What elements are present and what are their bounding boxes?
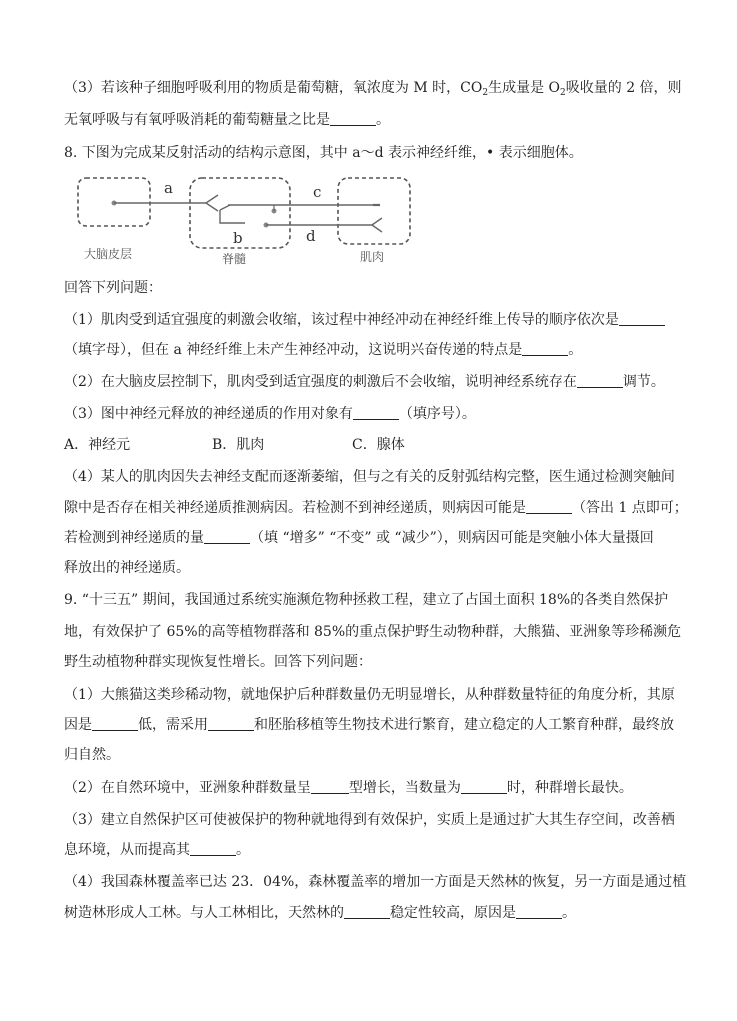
q8-part3: （3）图中神经元释放的神经递质的作用对象有 （填序号）。 (64, 406, 476, 422)
label-muscle: 肌肉 (360, 250, 385, 264)
label-b: b (233, 229, 243, 247)
label-a: a (164, 179, 173, 197)
answer-blank[interactable] (344, 904, 390, 919)
fiber-b (220, 210, 245, 223)
q9-part1-line2: 因是 低，需采用 和胚胎移植等生物技术进行繁育，建立稳定的人工繁育种群，最终放 (64, 717, 674, 733)
q9-stem-line3: 野生动植物种群实现恢复性增长。回答下列问题： (64, 654, 372, 670)
q8-answer-prompt: 回答下列问题： (64, 280, 162, 296)
answer-blank[interactable] (204, 529, 250, 544)
q9-stem-line2: 地，有效保护了 65%的高等植物群落和 85%的重点保护野生动物种群，大熊猫、亚洲象等珍稀濒危 (64, 624, 682, 640)
q9-part1-line3: 归自然。 (64, 747, 120, 763)
answer-blank[interactable] (461, 779, 507, 794)
q8-part1-line2: （填字母），但在 a 神经纤维上未产生神经冲动，这说明兴奋传递的特点是 。 (64, 342, 583, 358)
answer-blank[interactable] (577, 373, 623, 388)
answer-blank[interactable] (92, 716, 138, 731)
q8-part4-line4: 释放出的神经递质。 (64, 560, 190, 576)
choice-b[interactable]: B．肌肉 (212, 437, 265, 453)
answer-blank[interactable] (353, 405, 399, 420)
muscle-box (338, 178, 410, 244)
answer-blank[interactable] (619, 311, 665, 326)
answer-blank[interactable] (311, 779, 349, 794)
q9-part4-line2: 树造林形成人工林。与人工林相比，天然林的 稳定性较高，原因是 。 (64, 905, 576, 921)
answer-blank[interactable] (330, 111, 376, 126)
q8-part4-line1: （4）某人的肌肉因失去神经支配而逐渐萎缩，但与之有关的反射弧结构完整，医生通过检测突触间 (64, 469, 675, 485)
choice-a[interactable]: A．神经元 (64, 437, 131, 453)
q7-part3-line1: （3）若该种子细胞呼吸利用的物质是葡萄糖，氧浓度为 M 时，$CO_2$生成量是 $O_2$吸收量的 2 倍，则 (64, 80, 682, 98)
q8-stem: 8. 下图为完成某反射活动的结构示意图，其中 a～d 表示神经纤维，• 表示细胞体。 (64, 145, 583, 161)
q9-part4-line1: （4）我国森林覆盖率已达 23．04%，森林覆盖率的增加一方面是天然林的恢复，另一方面是通过植 (64, 874, 687, 890)
q9-part3-line1: （3）建立自然保护区可使被保护的物种就地得到有效保护，实质上是通过扩大其生存空间，改善栖 (64, 812, 675, 828)
label-c: c (313, 183, 322, 201)
reflex-arc-diagram (70, 170, 430, 270)
q8-part2: （2）在大脑皮层控制下，肌肉受到适宜强度的刺激后不会收缩，说明神经系统存在 调节。 (64, 374, 665, 390)
q9-part2: （2）在自然环境中，亚洲象种群数量呈 型增长，当数量为 时，种群增长最快。 (64, 780, 633, 796)
effector-d (372, 218, 382, 232)
synapse-a (206, 195, 218, 211)
answer-blank[interactable] (526, 499, 572, 514)
q8-part4-line2: 隙中是否存在相关神经递质推测病因。若检测不到神经递质，则病因可能是 （答出 1 点即可； (64, 500, 688, 516)
q9-part3-line2: 息环境，从而提高其 。 (64, 842, 250, 858)
label-spinal-cord: 脊髓 (222, 252, 247, 266)
choice-c[interactable]: C．腺体 (352, 437, 405, 453)
q8-part4-line3: 若检测到神经递质的量 （填 “增多” “不变” 或 “减少”），则病因可能是突触小体大量摄回 (64, 530, 654, 546)
answer-blank[interactable] (516, 904, 562, 919)
label-d: d (306, 227, 316, 245)
q8-part1-line1: （1）肌肉受到适宜强度的刺激会收缩，该过程中神经冲动在神经纤维上传导的顺序依次是 (64, 310, 665, 330)
answer-blank[interactable] (208, 716, 254, 731)
q7-part3-line2: 无氧呼吸与有氧呼吸消耗的葡萄糖量之比是 。 (64, 112, 390, 128)
q9-stem-line1: 9. “十三五” 期间，我国通过系统实施濒危物种拯救工程，建立了占国土面积 18%的各类自然保护 (64, 592, 669, 608)
answer-blank[interactable] (190, 841, 236, 856)
label-cortex: 大脑皮层 (84, 247, 133, 261)
synapse-b (220, 205, 230, 210)
answer-blank[interactable] (522, 341, 568, 356)
q9-part1-line1: （1）大熊猫这类珍稀动物，就地保护后种群数量仍无明显增长，从种群数量特征的角度分析，其原 (64, 687, 675, 703)
